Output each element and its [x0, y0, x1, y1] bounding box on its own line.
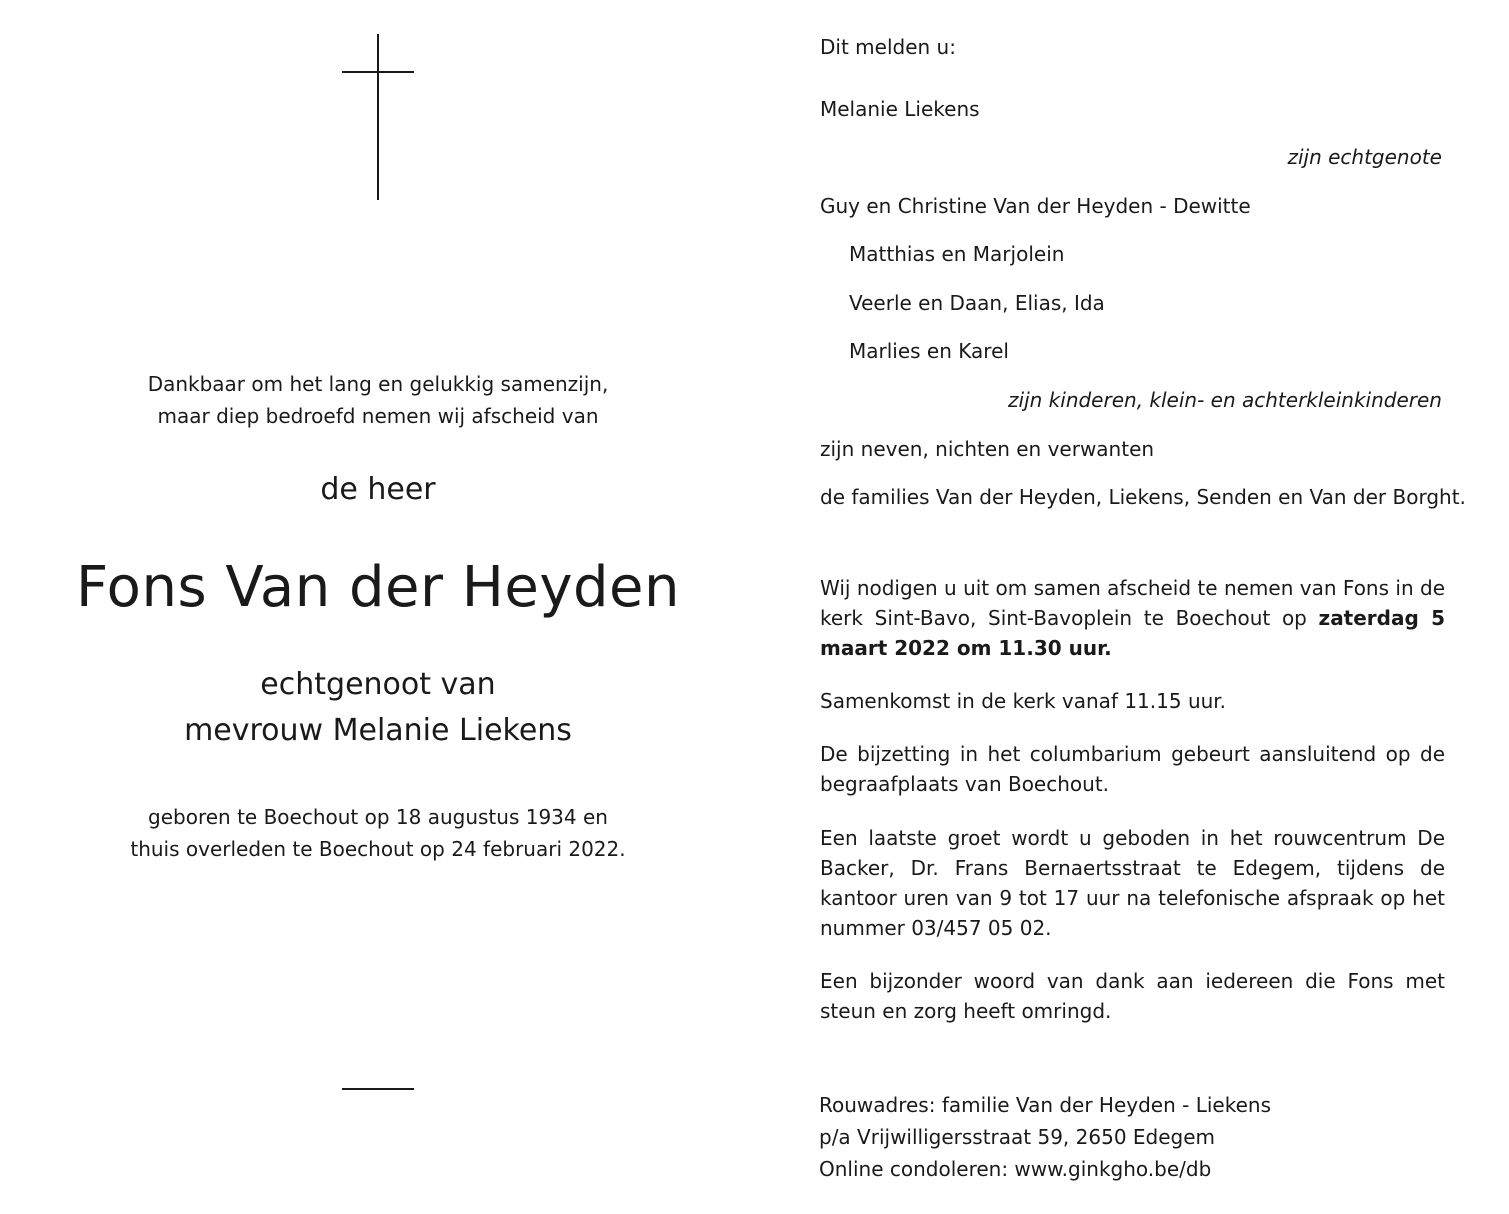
life-dates: [0, 801, 756, 865]
grandchildren-line: Marlies en Karel: [849, 339, 1009, 363]
families-line: de families Van der Heyden, Liekens, Senden en Van der Borght.: [820, 485, 1466, 509]
children-line: Guy en Christine Van der Heyden - Dewitte: [820, 194, 1251, 218]
intro-line: Dankbaar om het lang en gelukkig samenzijn,: [147, 372, 609, 396]
invitation-paragraph: [820, 573, 1445, 663]
spouse-line: mevrouw Melanie Liekens: [184, 713, 572, 748]
deceased-name: Fons Van der Heyden: [75, 555, 681, 620]
announce-line: Dit melden u:: [820, 35, 956, 59]
farewell-paragraph: Een laatste groet wordt u geboden in het rouwcentrum De Backer, Dr. Frans Bernaertsstraat te Edegem, tijdens de kantoor uren van 9 tot 17 uur na telefonische afspraak op het nummer 03/457 05 02.: [820, 826, 1445, 940]
grandchildren-line: Matthias en Marjolein: [849, 242, 1065, 266]
address-line: p/a Vrijwilligersstraat 59, 2650 Edegem: [819, 1125, 1216, 1149]
intro-line: maar diep bedroefd nemen wij afscheid van: [157, 404, 599, 428]
spouse-name: Melanie Liekens: [820, 97, 980, 121]
grandchildren-line: Veerle en Daan, Elias, Ida: [849, 291, 1105, 315]
spouse-text: [0, 662, 756, 754]
spouse-role: zijn echtgenote: [1287, 145, 1442, 169]
condolence-link[interactable]: Online condoleren: www.ginkgho.be/db: [819, 1157, 1212, 1181]
gathering-paragraph: Samenkomst in de kerk vanaf 11.15 uur.: [820, 689, 1227, 713]
address-block: [819, 1089, 1445, 1185]
thanks-paragraph: Een bijzonder woord van dank aan iedereen die Fons met steun en zorg heeft omringd.: [820, 969, 1445, 1023]
death-line: thuis overleden te Boechout op 24 februari 2022.: [130, 837, 626, 861]
ceremony-datetime: zaterdag 5 maart 2022 om 11.30 uur.: [820, 606, 1445, 660]
invitation-text: Wij nodigen u uit om samen afscheid te nemen van Fons in de kerk Sint-Bavo, Sint-Bavoplein te Boechout op: [820, 576, 1445, 630]
birth-line: geboren te Boechout op 18 augustus 1934 en: [148, 805, 608, 829]
title-prefix: de heer: [320, 472, 436, 507]
divider-line: [342, 1088, 414, 1090]
interment-paragraph: De bijzetting in het columbarium gebeurt aansluitend op de begraafplaats van Boechout.: [820, 742, 1445, 796]
spouse-line: echtgenoot van: [260, 667, 496, 702]
cross-icon: [342, 34, 414, 200]
intro-text: [0, 368, 756, 432]
address-line: Rouwadres: familie Van der Heyden - Liekens: [819, 1093, 1271, 1117]
relatives-line: zijn neven, nichten en verwanten: [820, 437, 1155, 461]
right-panel: [819, 0, 1466, 1214]
children-role: zijn kinderen, klein- en achterkleinkinderen: [1008, 388, 1442, 412]
